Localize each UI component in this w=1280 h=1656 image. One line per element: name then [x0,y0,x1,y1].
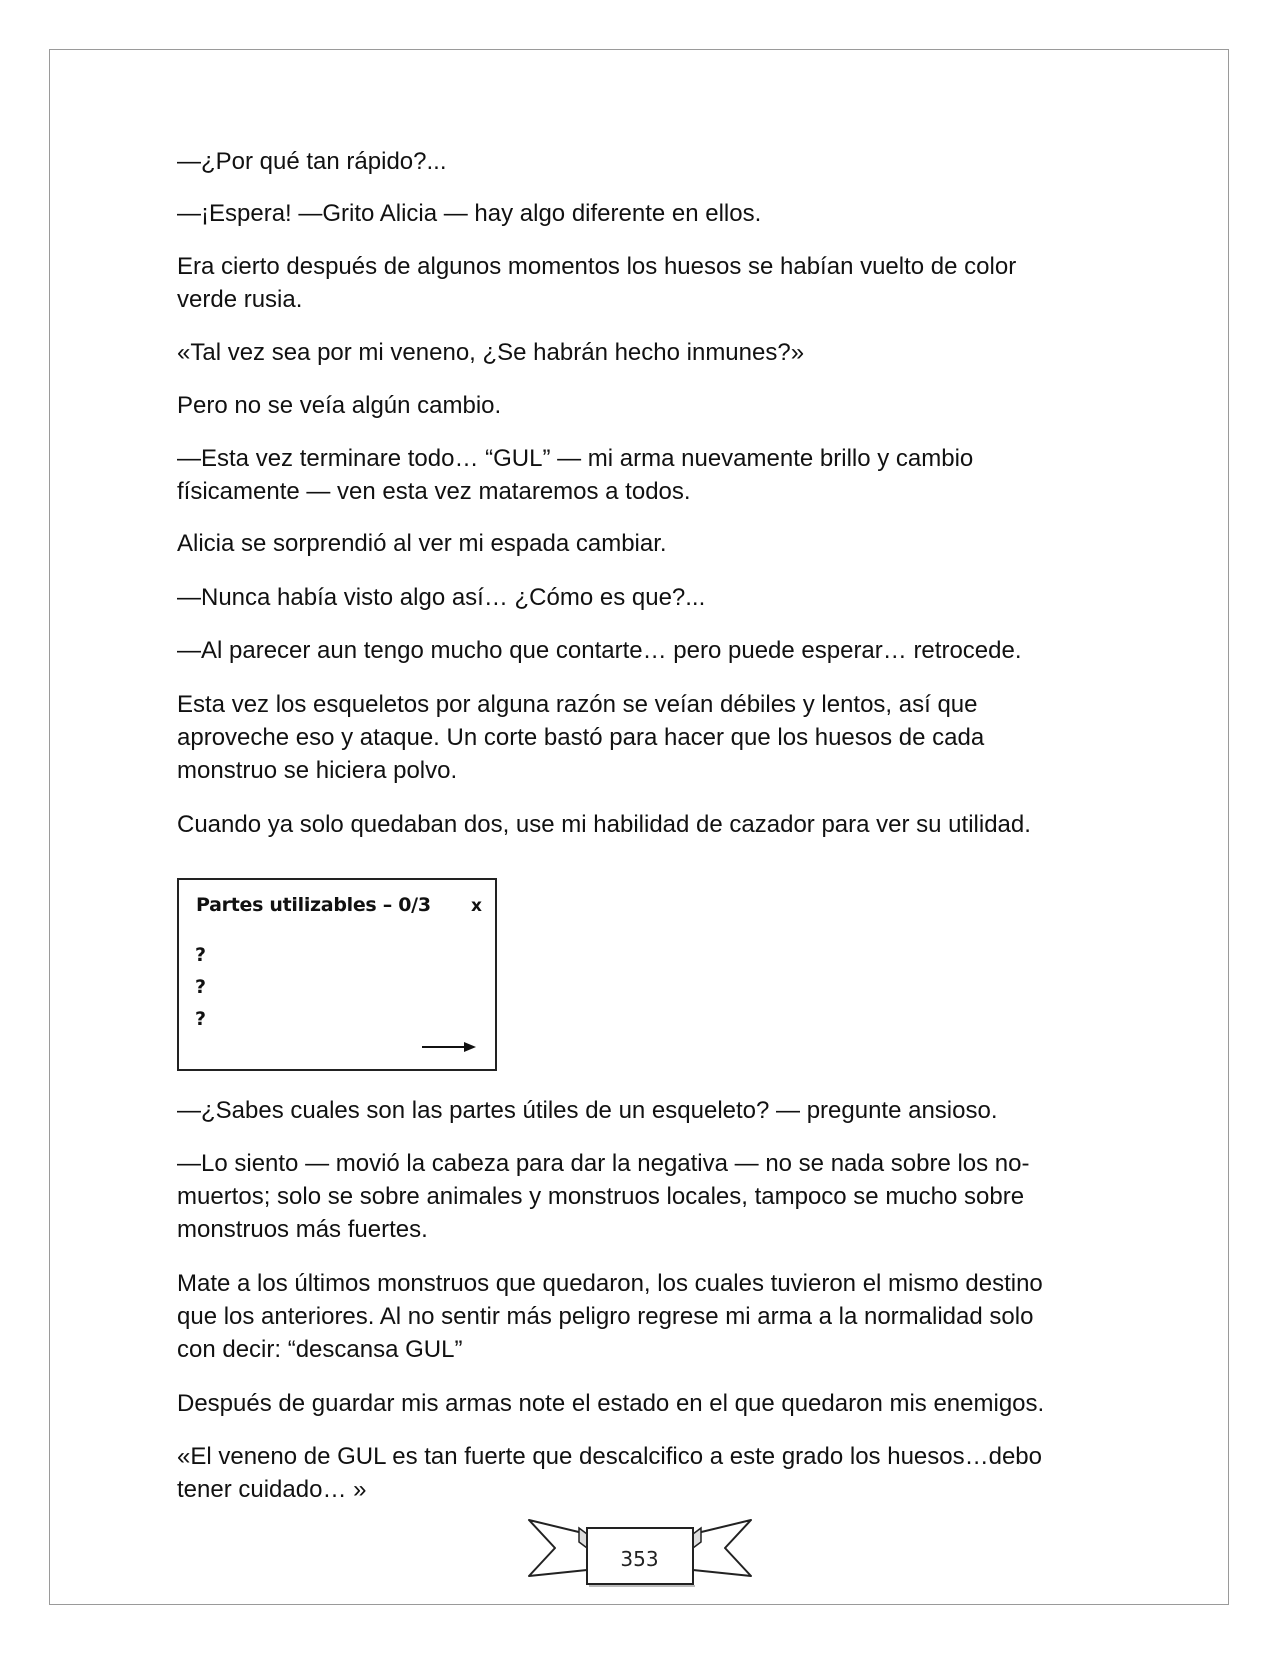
line: físicamente — ven esta vez mataremos a todos. [177,478,691,505]
line: tener cuidado… » [177,1476,367,1503]
line: monstruo se hiciera polvo. [177,757,458,784]
line: verde rusia. [177,286,303,313]
unknown-part-2: ? [195,976,207,998]
line: muertos; solo se sobre animales y monstruos locales, tampoco se mucho sobre [177,1183,1025,1210]
line: Alicia se sorprendió al ver mi espada cambiar. [177,530,667,557]
line: Pero no se veía algún cambio. [177,392,502,419]
paragraph-14 [177,1267,1097,1366]
paragraph-12 [177,1094,1097,1127]
paragraph-6 [177,442,1097,508]
line: —¡Espera! —Grito Alicia — hay algo diferente en ellos. [177,200,762,227]
paragraph-15 [177,1387,1097,1420]
window-title: Partes utilizables – 0/3 [196,894,431,916]
paragraph-10 [177,688,1097,787]
paragraph-9 [177,634,1097,667]
unknown-part-1: ? [195,944,207,966]
paragraph-7 [177,527,1097,560]
line: que los anteriores. Al no sentir más peligro regrese mi arma a la normalidad solo [177,1303,1034,1330]
paragraph-16 [177,1440,1097,1506]
paragraph-13 [177,1147,1097,1246]
line: —Lo siento — movió la cabeza para dar la negativa — no se nada sobre los no- [177,1150,1030,1177]
paragraph-1 [177,145,1097,178]
line: Era cierto después de algunos momentos los huesos se habían vuelto de color [177,253,1017,280]
line: «El veneno de GUL es tan fuerte que descalcifico a este grado los huesos…debo [177,1443,1042,1470]
line: «Tal vez sea por mi veneno, ¿Se habrán hecho inmunes?» [177,339,805,366]
line: —¿Por qué tan rápido?... [177,148,447,175]
paragraph-2 [177,197,1097,230]
line: —Al parecer aun tengo mucho que contarte… pero puede esperar… retrocede. [177,637,1022,664]
paragraph-3 [177,250,1097,316]
line: monstruos más fuertes. [177,1216,428,1243]
line: Después de guardar mis armas note el estado en el que quedaron mis enemigos. [177,1390,1045,1417]
paragraph-8 [177,581,1097,614]
line: —¿Sabes cuales son las partes útiles de un esqueleto? — pregunte ansioso. [177,1097,998,1124]
paragraph-11 [177,808,1097,841]
unknown-part-3: ? [195,1008,207,1030]
paragraph-4 [177,336,1097,369]
right-arrow-icon[interactable] [422,1040,478,1054]
line: Mate a los últimos monstruos que quedaron, los cuales tuvieron el mismo destino [177,1270,1043,1297]
line: —Esta vez terminare todo… “GUL” — mi arma nuevamente brillo y cambio [177,445,974,472]
line: Cuando ya solo quedaban dos, use mi habilidad de cazador para ver su utilidad. [177,811,1031,838]
page-number: 353 [620,1547,659,1571]
line: Esta vez los esqueletos por alguna razón se veían débiles y lentos, así que [177,691,978,718]
close-button[interactable]: x [471,896,482,916]
paragraph-5 [177,389,1097,422]
line: —Nunca había visto algo así… ¿Cómo es que?... [177,584,706,611]
usable-parts-window [177,878,497,1071]
line: aproveche eso y ataque. Un corte bastó para hacer que los huesos de cada [177,724,985,751]
line: con decir: “descansa GUL” [177,1336,463,1363]
